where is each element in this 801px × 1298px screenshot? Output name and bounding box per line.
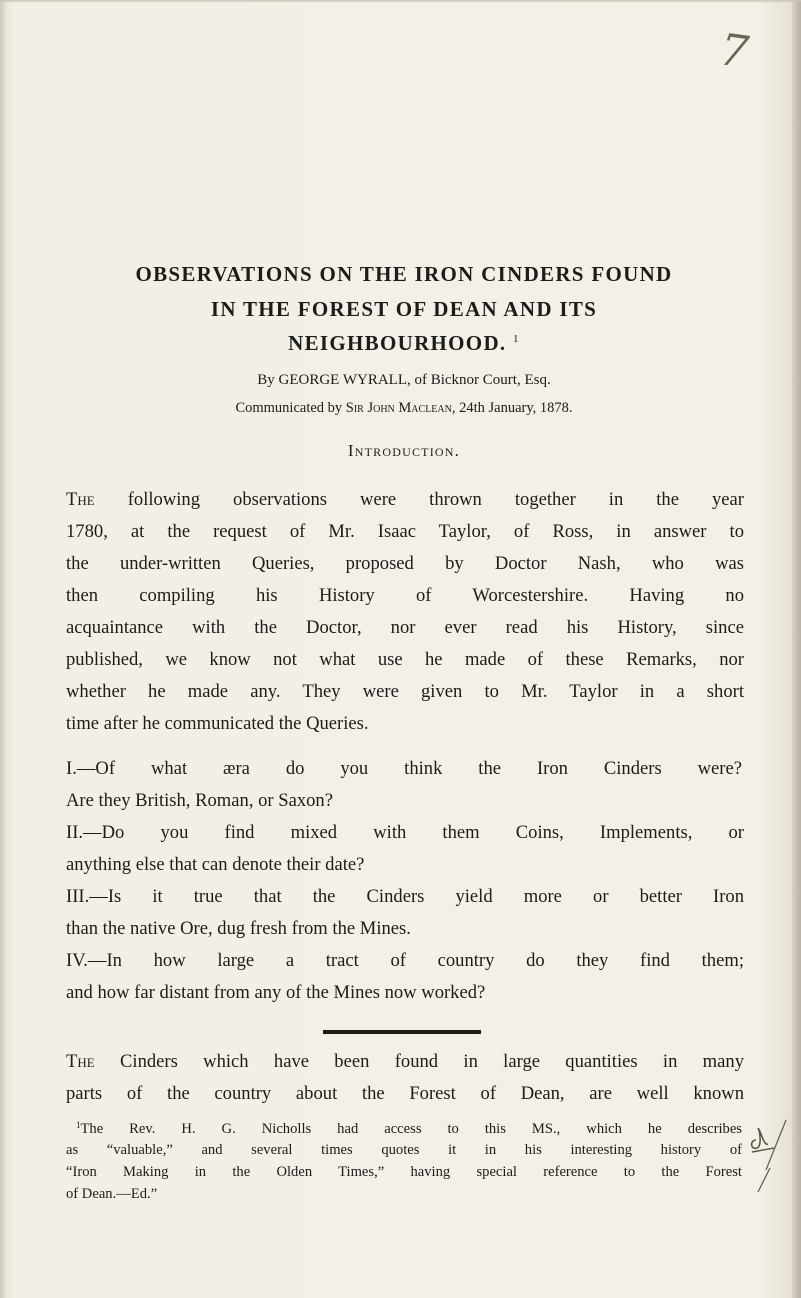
intro-line-1 <box>66 489 744 511</box>
footnote-ref: 1 <box>76 1120 81 1130</box>
query-2-line-1: II.—Do you find mixed with them Coins, Implements, or <box>66 822 744 843</box>
page-top-edge <box>0 0 801 3</box>
query-3-line-1: III.—Is it true that the Cinders yield more or better Iron <box>66 886 744 907</box>
intro-line-4: then compiling his History of Worcestershire. Having no <box>66 585 744 606</box>
query-1-line-1-text: I.—Of what æra do you think the Iron Cinders were? <box>66 758 742 779</box>
body-line-1 <box>66 1051 744 1073</box>
title-line-3 <box>40 331 768 356</box>
title-line-2: IN THE FOREST OF DEAN AND ITS <box>210 297 598 321</box>
communicated-date: 24th January, 1878. <box>459 400 573 416</box>
footnote-line-4: of Dean.—Ed.” <box>66 1186 158 1202</box>
communicated-name: Sir John Maclean, <box>345 400 456 416</box>
intro-line-3: the under-written Queries, proposed by Doctor Nash, who was <box>66 553 744 574</box>
query-3-line-2: than the native Ore, dug fresh from the Mines. <box>66 918 411 939</box>
footnote-line-1-text: The Rev. H. G. Nicholls had access to this MS., which he describes <box>80 1121 742 1137</box>
body-line-1-text: Cinders which have been found in large quantities in many <box>120 1051 744 1072</box>
query-4-line-2: and how far distant from any of the Mines now worked? <box>66 982 486 1003</box>
query-4-line-1: IV.—In how large a tract of country do they find them; <box>66 950 744 971</box>
communicated-line <box>40 400 768 417</box>
page-right-edge <box>792 0 801 1298</box>
section-divider-rule <box>323 1030 481 1034</box>
intro-line-1-text: following observations were thrown together in the year <box>127 489 744 510</box>
query-1-line-1 <box>66 758 742 780</box>
intro-line-5: acquaintance with the Doctor, nor ever read his History, since <box>66 617 744 638</box>
communicated-prefix: Communicated by <box>235 400 343 416</box>
page-left-shadow <box>0 0 6 1298</box>
intro-line-2: 1780, at the request of Mr. Isaac Taylor, of Ross, in answer to <box>66 521 744 542</box>
footnote-line-1 <box>76 1120 742 1138</box>
query-1-line-2: Are they British, Roman, or Saxon? <box>66 790 333 811</box>
intro-line-6: published, we know not what use he made of these Remarks, nor <box>66 649 744 670</box>
title-line-1: OBSERVATIONS ON THE IRON CINDERS FOUND <box>135 262 673 286</box>
body-lead-word: The <box>66 1051 95 1072</box>
section-heading: Introduction. <box>347 441 461 460</box>
footnote-line-2: as “valuable,” and several times quotes it in his interesting history of <box>66 1142 742 1158</box>
title-line-3-text: NEIGHBOURHOOD. <box>288 331 507 355</box>
intro-lead-word: The <box>66 489 95 510</box>
intro-line-8: time after he communicated the Queries. <box>66 713 369 734</box>
handwritten-page-number: 7 <box>716 24 752 79</box>
title-footnote-ref: 1 <box>513 333 520 345</box>
body-line-2: parts of the country about the Forest of Dean, are well known <box>66 1083 744 1104</box>
handwritten-margin-mark <box>748 1118 792 1194</box>
byline: By GEORGE WYRALL, of Bicknor Court, Esq. <box>257 372 551 388</box>
footnote-line-3: “Iron Making in the Olden Times,” having special reference to the Forest <box>66 1164 742 1180</box>
intro-line-7: whether he made any. They were given to Mr. Taylor in a short <box>66 681 744 702</box>
query-2-line-2: anything else that can denote their date? <box>66 854 365 875</box>
